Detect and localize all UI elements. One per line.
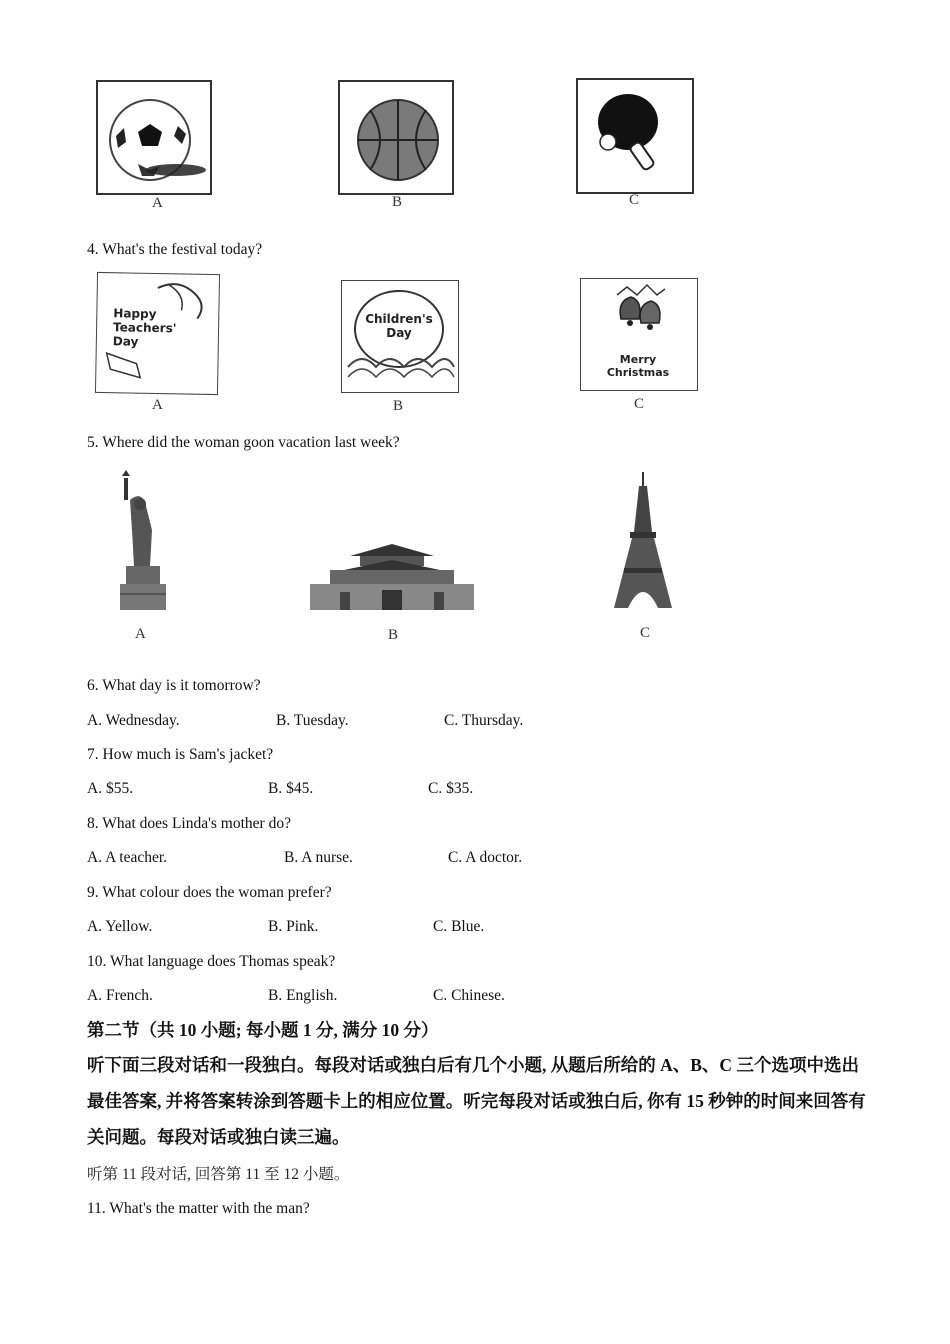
ping-pong-paddle-icon xyxy=(578,80,692,192)
label-5c: C xyxy=(640,625,651,641)
section-2-title: 第二节（共 10 小题; 每小题 1 分, 满分 10 分） xyxy=(87,1020,439,1040)
q6-option-c[interactable]: C. Thursday. xyxy=(444,712,524,729)
picture-c-pingpong xyxy=(576,78,694,194)
question-9: 9. What colour does the woman prefer? xyxy=(87,884,332,901)
q10-option-b[interactable]: B. English. xyxy=(268,987,338,1004)
q8-option-a[interactable]: A. A teacher. xyxy=(87,849,168,866)
q7-option-c[interactable]: C. $35. xyxy=(428,780,474,797)
q8-option-c[interactable]: C. A doctor. xyxy=(448,849,523,866)
card-a-line1: Happy xyxy=(113,306,157,321)
picture-a-football xyxy=(96,80,212,195)
q7-option-a[interactable]: A. $55. xyxy=(87,780,134,797)
q7-option-b[interactable]: B. $45. xyxy=(268,780,314,797)
q10-option-c[interactable]: C. Chinese. xyxy=(433,987,505,1004)
football-icon xyxy=(98,82,210,193)
picture-b-basketball xyxy=(338,80,454,195)
card-a-line2: Teachers' xyxy=(112,320,177,336)
christmas-card-icon xyxy=(581,279,696,389)
card-c-line2: Christmas xyxy=(606,366,670,379)
teachers-day-card-icon xyxy=(96,273,218,393)
card-c-christmas xyxy=(580,278,698,391)
question-6: 6. What day is it tomorrow? xyxy=(87,677,261,694)
question-4: 4. What's the festival today? xyxy=(87,241,263,258)
q8-option-b[interactable]: B. A nurse. xyxy=(284,849,353,866)
label-4b: B xyxy=(393,398,404,414)
q10-option-a[interactable]: A. French. xyxy=(87,987,153,1004)
card-b-line1: Children's xyxy=(365,312,433,326)
q6-option-a[interactable]: A. Wednesday. xyxy=(87,712,180,729)
question-5: 5. Where did the woman goon vacation last week? xyxy=(87,434,400,451)
label-b: B xyxy=(392,194,403,210)
label-c: C xyxy=(629,192,640,208)
question-7: 7. How much is Sam's jacket? xyxy=(87,746,274,763)
label-4a: A xyxy=(152,397,163,413)
picture-b-tiananmen xyxy=(310,540,474,612)
label-5a: A xyxy=(135,626,146,642)
card-a-teachers-day xyxy=(95,272,220,395)
q9-option-c[interactable]: C. Blue. xyxy=(433,918,485,935)
section-2-instruction: 听下面三段对话和一段独白。每段对话或独白后有几个小题, 从题后所给的 A、B、C 三个选项中选出最佳答案, 并将答案转涂到答题卡上的相应位置。听完每段对话或独白后, 你有 15 秒钟的时间来回答有关问题。每段对话或独白读三遍。 xyxy=(87,1055,866,1147)
listen-note: 听第 11 段对话, 回答第 11 至 12 小题。 xyxy=(87,1166,350,1183)
question-10: 10. What language does Thomas speak? xyxy=(87,953,336,970)
card-a-line3: Day xyxy=(112,334,139,349)
q6-option-b[interactable]: B. Tuesday. xyxy=(276,712,349,729)
basketball-icon xyxy=(340,82,452,193)
eiffel-tower-icon xyxy=(612,472,674,610)
card-b-childrens-day xyxy=(341,280,459,393)
childrens-day-card-icon xyxy=(342,281,457,391)
tiananmen-icon xyxy=(310,540,474,612)
label-5b: B xyxy=(388,627,399,643)
card-c-line1: Merry xyxy=(619,353,657,366)
card-b-line2: Day xyxy=(386,326,412,340)
q9-option-a[interactable]: A. Yellow. xyxy=(87,918,153,935)
picture-a-statue-of-liberty xyxy=(112,470,172,612)
picture-c-eiffel-tower xyxy=(612,472,674,610)
question-8: 8. What does Linda's mother do? xyxy=(87,815,291,832)
label-4c: C xyxy=(634,396,645,412)
question-11: 11. What's the matter with the man? xyxy=(87,1200,310,1217)
label-a: A xyxy=(152,195,163,211)
statue-of-liberty-icon xyxy=(112,470,172,612)
q9-option-b[interactable]: B. Pink. xyxy=(268,918,319,935)
